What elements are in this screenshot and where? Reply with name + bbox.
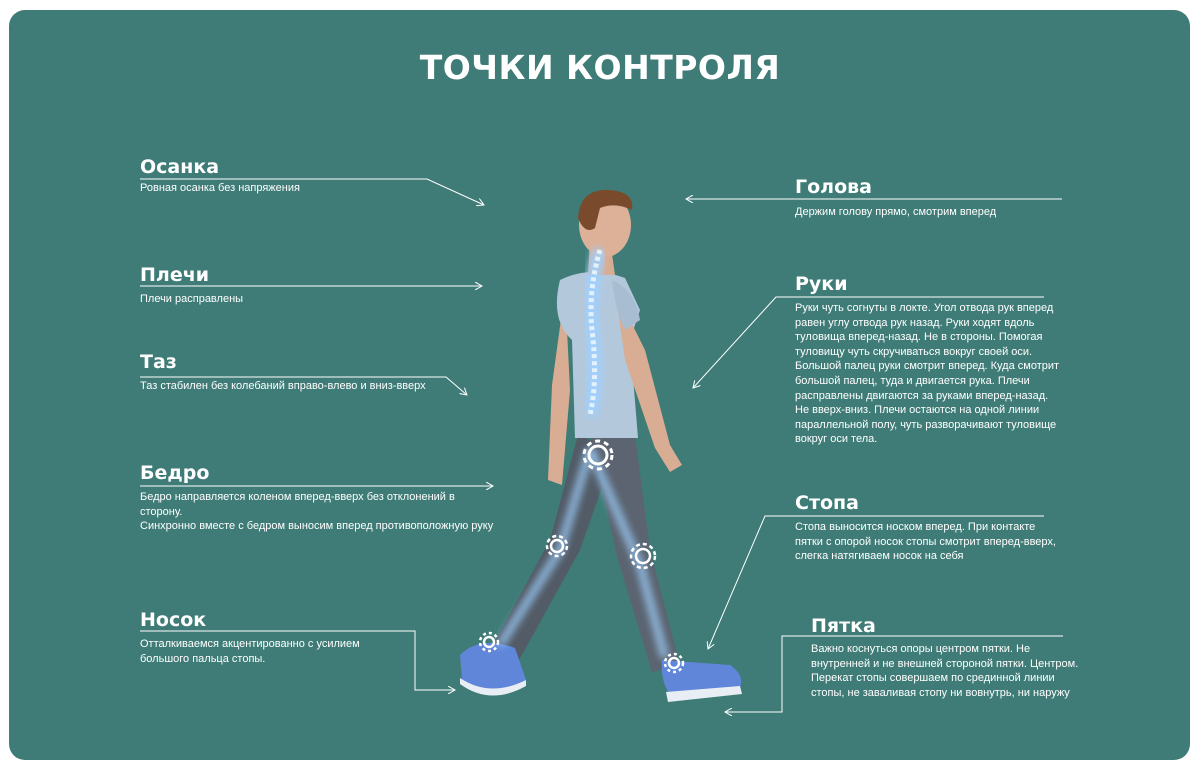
pelvis-text: Таз стабилен без колебаний вправо-влево и вниз-вверх [140, 380, 426, 392]
point-posture [140, 156, 460, 196]
foot-heading: Стопа [795, 492, 859, 514]
hip-text-2: Синхронно вместе с бедром выносим вперед противоположную руку [140, 520, 494, 532]
hip-heading: Бедро [140, 462, 210, 484]
arms-heading: Руки [795, 273, 848, 295]
point-heel [811, 615, 1081, 700]
shoulders-text: Плечи расправлены [140, 293, 244, 305]
point-toe [140, 609, 400, 666]
foot-text: Стопа выносится носком вперед. При контакте пятки с опорой носок стопы смотрит вперед-вверх, слегка натягиваем носок на себя [795, 521, 1056, 562]
toe-text: Отталкиваемся акцентированно с усилием большого пальца стопы. [140, 638, 360, 665]
point-pelvis [140, 351, 470, 394]
point-head [795, 176, 1075, 220]
hip-text-1: Бедро направляется коленом вперед-вверх без отклонений в сторону. [140, 491, 455, 518]
point-arms [795, 273, 1065, 447]
walking-man-illustration [440, 180, 760, 715]
pelvis-heading: Таз [140, 351, 177, 373]
page-title: ТОЧКИ КОНТРОЛЯ [419, 48, 781, 87]
toe-heading: Носок [140, 609, 207, 631]
point-foot [795, 492, 1065, 564]
head-heading: Голова [795, 176, 872, 198]
arms-text: Руки чуть согнуты в локте. Угол отвода рук вперед равен углу отвода рук назад. Руки ходят вдоль туловища вперед-назад. Не в стороны. Помогая туловищу чуть скручиваться вокруг своей оси. Большой палец руки смотрит вперед. Куда смотрит большой палец, туда и двигается рука. Плечи расправлены двигаются за руками вперед-назад. Не вверх-вниз. Плечи остаются на одной линии параллельной полу, чуть разворачивают туловище вокруг оси тела. [795, 302, 1060, 446]
heel-heading: Пятка [811, 615, 876, 637]
posture-heading: Осанка [140, 156, 220, 178]
point-hip [140, 462, 500, 534]
posture-text: Ровная осанка без напряжения [140, 182, 300, 194]
shoulders-heading: Плечи [140, 264, 210, 286]
heel-text: Важно коснуться опоры центром пятки. Не внутренней и не внешней стороной пятки. Центром. Перекат стопы совершаем по срединной линии стопы, не заваливая стопу ни вовнутрь, ни наружу [811, 643, 1079, 699]
point-shoulders [140, 264, 460, 307]
head-text: Держим голову прямо, смотрим вперед [795, 206, 997, 218]
spine-glow [590, 250, 600, 415]
